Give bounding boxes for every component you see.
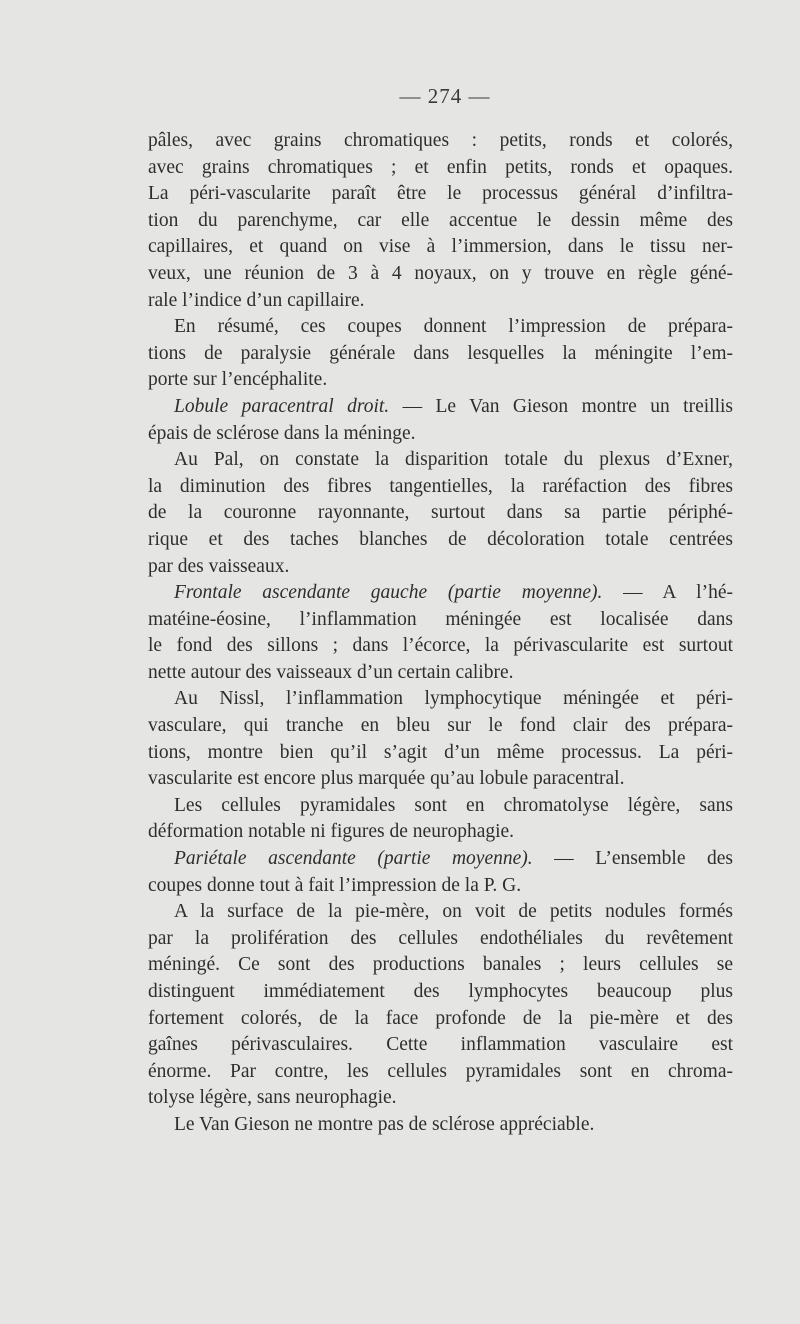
text-line: vascularite est encore plus marquée qu’au lobule paracentral. bbox=[148, 768, 625, 790]
text-line: la diminution des fibres tangentielles, la raréfaction des fibres bbox=[148, 475, 733, 497]
text-line: tion du parenchyme, car elle accentue le dessin même des bbox=[148, 209, 733, 231]
text-line: énorme. Par contre, les cellules pyramidales sont en chroma- bbox=[148, 1060, 733, 1082]
text-line: rique et des taches blanches de décoloration totale centrées bbox=[148, 528, 733, 550]
paragraph bbox=[148, 846, 733, 899]
text-line: distinguent immédiatement des lymphocytes beaucoup plus bbox=[148, 981, 733, 1002]
text-line: tolyse légère, sans neurophagie. bbox=[148, 1087, 397, 1109]
paragraph bbox=[148, 686, 733, 792]
text-line: La péri-vascularite paraît être le processus général d’infiltra- bbox=[148, 183, 733, 205]
text-line: tions, montre bien qu’il s’agit d’un même processus. La péri- bbox=[148, 741, 733, 763]
text-line: En résumé, ces coupes donnent l’impression de prépara- bbox=[174, 316, 733, 338]
text-line: pâles, avec grains chromatiques : petits, ronds et colorés, bbox=[148, 130, 733, 151]
text-line: fortement colorés, de la face profonde de la pie-mère et des bbox=[148, 1007, 733, 1029]
text-line: gaînes périvasculaires. Cette inflammation vasculaire est bbox=[148, 1034, 733, 1056]
text-line bbox=[148, 846, 733, 873]
text-line bbox=[148, 394, 733, 421]
text-line: Au Nissl, l’inflammation lymphocytique méningée et péri- bbox=[174, 688, 733, 710]
text-line: déformation notable ni figures de neurophagie. bbox=[148, 821, 515, 843]
text-line: rale l’indice d’un capillaire. bbox=[148, 289, 365, 311]
section-heading: Lobule paracentral droit. bbox=[174, 395, 390, 417]
paragraph bbox=[148, 314, 733, 394]
text-line: par la prolifération des cellules endothéliales du revêtement bbox=[148, 927, 733, 949]
section-heading: Pariétale ascendante (partie moyenne). bbox=[174, 848, 533, 870]
text-line: nette autour des vaisseaux d’un certain calibre. bbox=[148, 661, 514, 683]
text-run: — A l’hé- bbox=[602, 582, 733, 604]
text-line: tions de paralysie générale dans lesquelles la méningite l’em- bbox=[148, 342, 733, 364]
page-number: — 274 — bbox=[399, 84, 491, 108]
text-line: de la couronne rayonnante, surtout dans sa partie périphé- bbox=[148, 502, 733, 524]
text-line: vasculare, qui tranche en bleu sur le fond clair des prépara- bbox=[148, 715, 733, 737]
text-run: — Le Van Gieson montre un treillis bbox=[389, 395, 733, 417]
section-heading: Frontale ascendante gauche (partie moyenne). bbox=[174, 582, 603, 604]
paragraph bbox=[148, 394, 733, 447]
text-line: épais de sclérose dans la méninge. bbox=[148, 422, 416, 444]
text-line: A la surface de la pie-mère, on voit de petits nodules formés bbox=[174, 901, 733, 923]
text-line: avec grains chromatiques ; et enfin petits, ronds et opaques. bbox=[148, 156, 733, 178]
text-line bbox=[148, 580, 733, 607]
paragraph bbox=[148, 1112, 733, 1139]
text-line: porte sur l’encéphalite. bbox=[148, 369, 328, 391]
paragraph bbox=[148, 793, 733, 846]
text-line: méningé. Ce sont des productions banales ; leurs cellules se bbox=[148, 954, 733, 976]
text-line: Au Pal, on constate la disparition totale du plexus d’Exner, bbox=[174, 449, 733, 471]
paragraph bbox=[148, 447, 733, 580]
paragraph bbox=[148, 580, 733, 686]
text-line: coupes donne tout à fait l’impression de la P. G. bbox=[148, 874, 522, 896]
text-line: veux, une réunion de 3 à 4 noyaux, on y trouve en règle géné- bbox=[148, 262, 733, 284]
text-run: — L’ensemble des bbox=[532, 848, 733, 870]
body-text bbox=[148, 128, 733, 1139]
text-line: Les cellules pyramidales sont en chromatolyse légère, sans bbox=[174, 794, 733, 816]
paragraph bbox=[148, 128, 733, 314]
text-line: le fond des sillons ; dans l’écorce, la périvascularite est surtout bbox=[148, 635, 733, 657]
text-line: matéine-éosine, l’inflammation méningée est localisée dans bbox=[148, 608, 733, 630]
text-line: par des vaisseaux. bbox=[148, 555, 290, 577]
paragraph bbox=[148, 899, 733, 1112]
text-line: Le Van Gieson ne montre pas de sclérose appréciable. bbox=[174, 1113, 595, 1135]
text-line: capillaires, et quand on vise à l’immersion, dans le tissu ner- bbox=[148, 236, 733, 258]
